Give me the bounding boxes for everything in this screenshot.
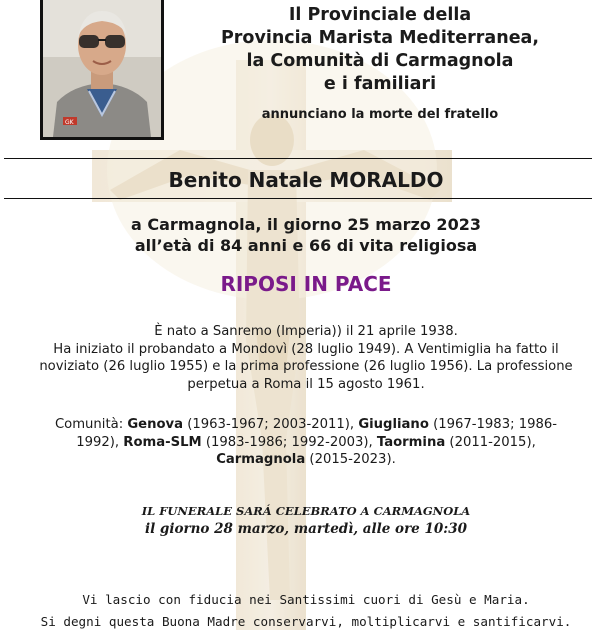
closing-blessing — [0, 589, 612, 633]
communities-line — [8, 434, 604, 452]
community-years: (2015-2023). — [305, 452, 396, 467]
header-line-3: la Comunità di Carmagnola — [246, 51, 514, 71]
deceased-given-names: Benito Natale — [168, 168, 323, 192]
top-divider — [4, 158, 592, 159]
deceased-name — [0, 168, 612, 192]
community-years: (1963-1967; 2003-2011), — [183, 417, 359, 432]
header-line-1: Il Provinciale della — [288, 5, 472, 25]
bio-line: Ha iniziato il probandato a Mondovì (28 luglio 1949). A Ventimiglia ha fatto il — [53, 341, 559, 357]
communities-line — [8, 416, 604, 434]
closing-line-1: Vi lascio con fiducia nei Santissimi cuori di Gesù e Maria. — [82, 592, 530, 607]
funeral-notice — [0, 503, 612, 538]
community-years: 1992), — [76, 434, 124, 450]
bio-line: noviziato (26 luglio 1955) e la prima professione (26 luglio 1956). La professione — [39, 359, 573, 374]
bio-line: perpetua a Roma il 15 agosto 1961. — [187, 376, 425, 392]
closing-line-2: Si degni questa Buona Madre conservarvi, moltiplicarvi e santificarvi. — [40, 614, 572, 629]
communities-label: Comunità: — [54, 417, 128, 432]
portrait-photo-icon — [43, 0, 161, 137]
header-line-4: e i familiari — [323, 74, 437, 94]
communities-line — [8, 451, 604, 469]
communities-list — [8, 416, 604, 469]
community-name: Genova — [127, 417, 184, 432]
community-name: Carmagnola — [216, 452, 306, 467]
rest-in-peace: RIPOSI IN PACE — [220, 272, 392, 296]
deceased-surname: MORALDO — [329, 168, 444, 192]
community-name: Giugliano — [358, 417, 429, 432]
biography — [0, 323, 612, 393]
death-place-date: a Carmagnola, il giorno 25 marzo 2023 — [131, 215, 481, 234]
death-age: all’età di 84 anni e 66 di vita religiosa — [134, 236, 478, 255]
funeral-line-2: il giorno 28 marzo, martedì, alle ore 10:30 — [144, 521, 468, 537]
header-line-2: Provincia Marista Mediterranea, — [220, 28, 540, 48]
bio-line: È nato a Sanremo (Imperia)) il 21 aprile 1938. — [154, 324, 458, 339]
community-name: Roma-SLM — [123, 434, 202, 450]
svg-text:GK: GK — [65, 119, 74, 126]
community-name: Taormina — [376, 434, 446, 450]
portrait-photo — [40, 0, 164, 140]
funeral-line-1: IL FUNERALE SARÁ CELEBRATO A CARMAGNOLA — [141, 504, 471, 518]
community-years: (1983-1986; 1992-2003), — [201, 434, 377, 450]
death-details — [0, 214, 612, 256]
announcement: annunciano la morte del fratello — [261, 107, 499, 122]
bottom-divider — [4, 198, 592, 199]
community-years: (2011-2015), — [445, 434, 536, 450]
community-years: (1967-1983; 1986- — [428, 417, 558, 432]
